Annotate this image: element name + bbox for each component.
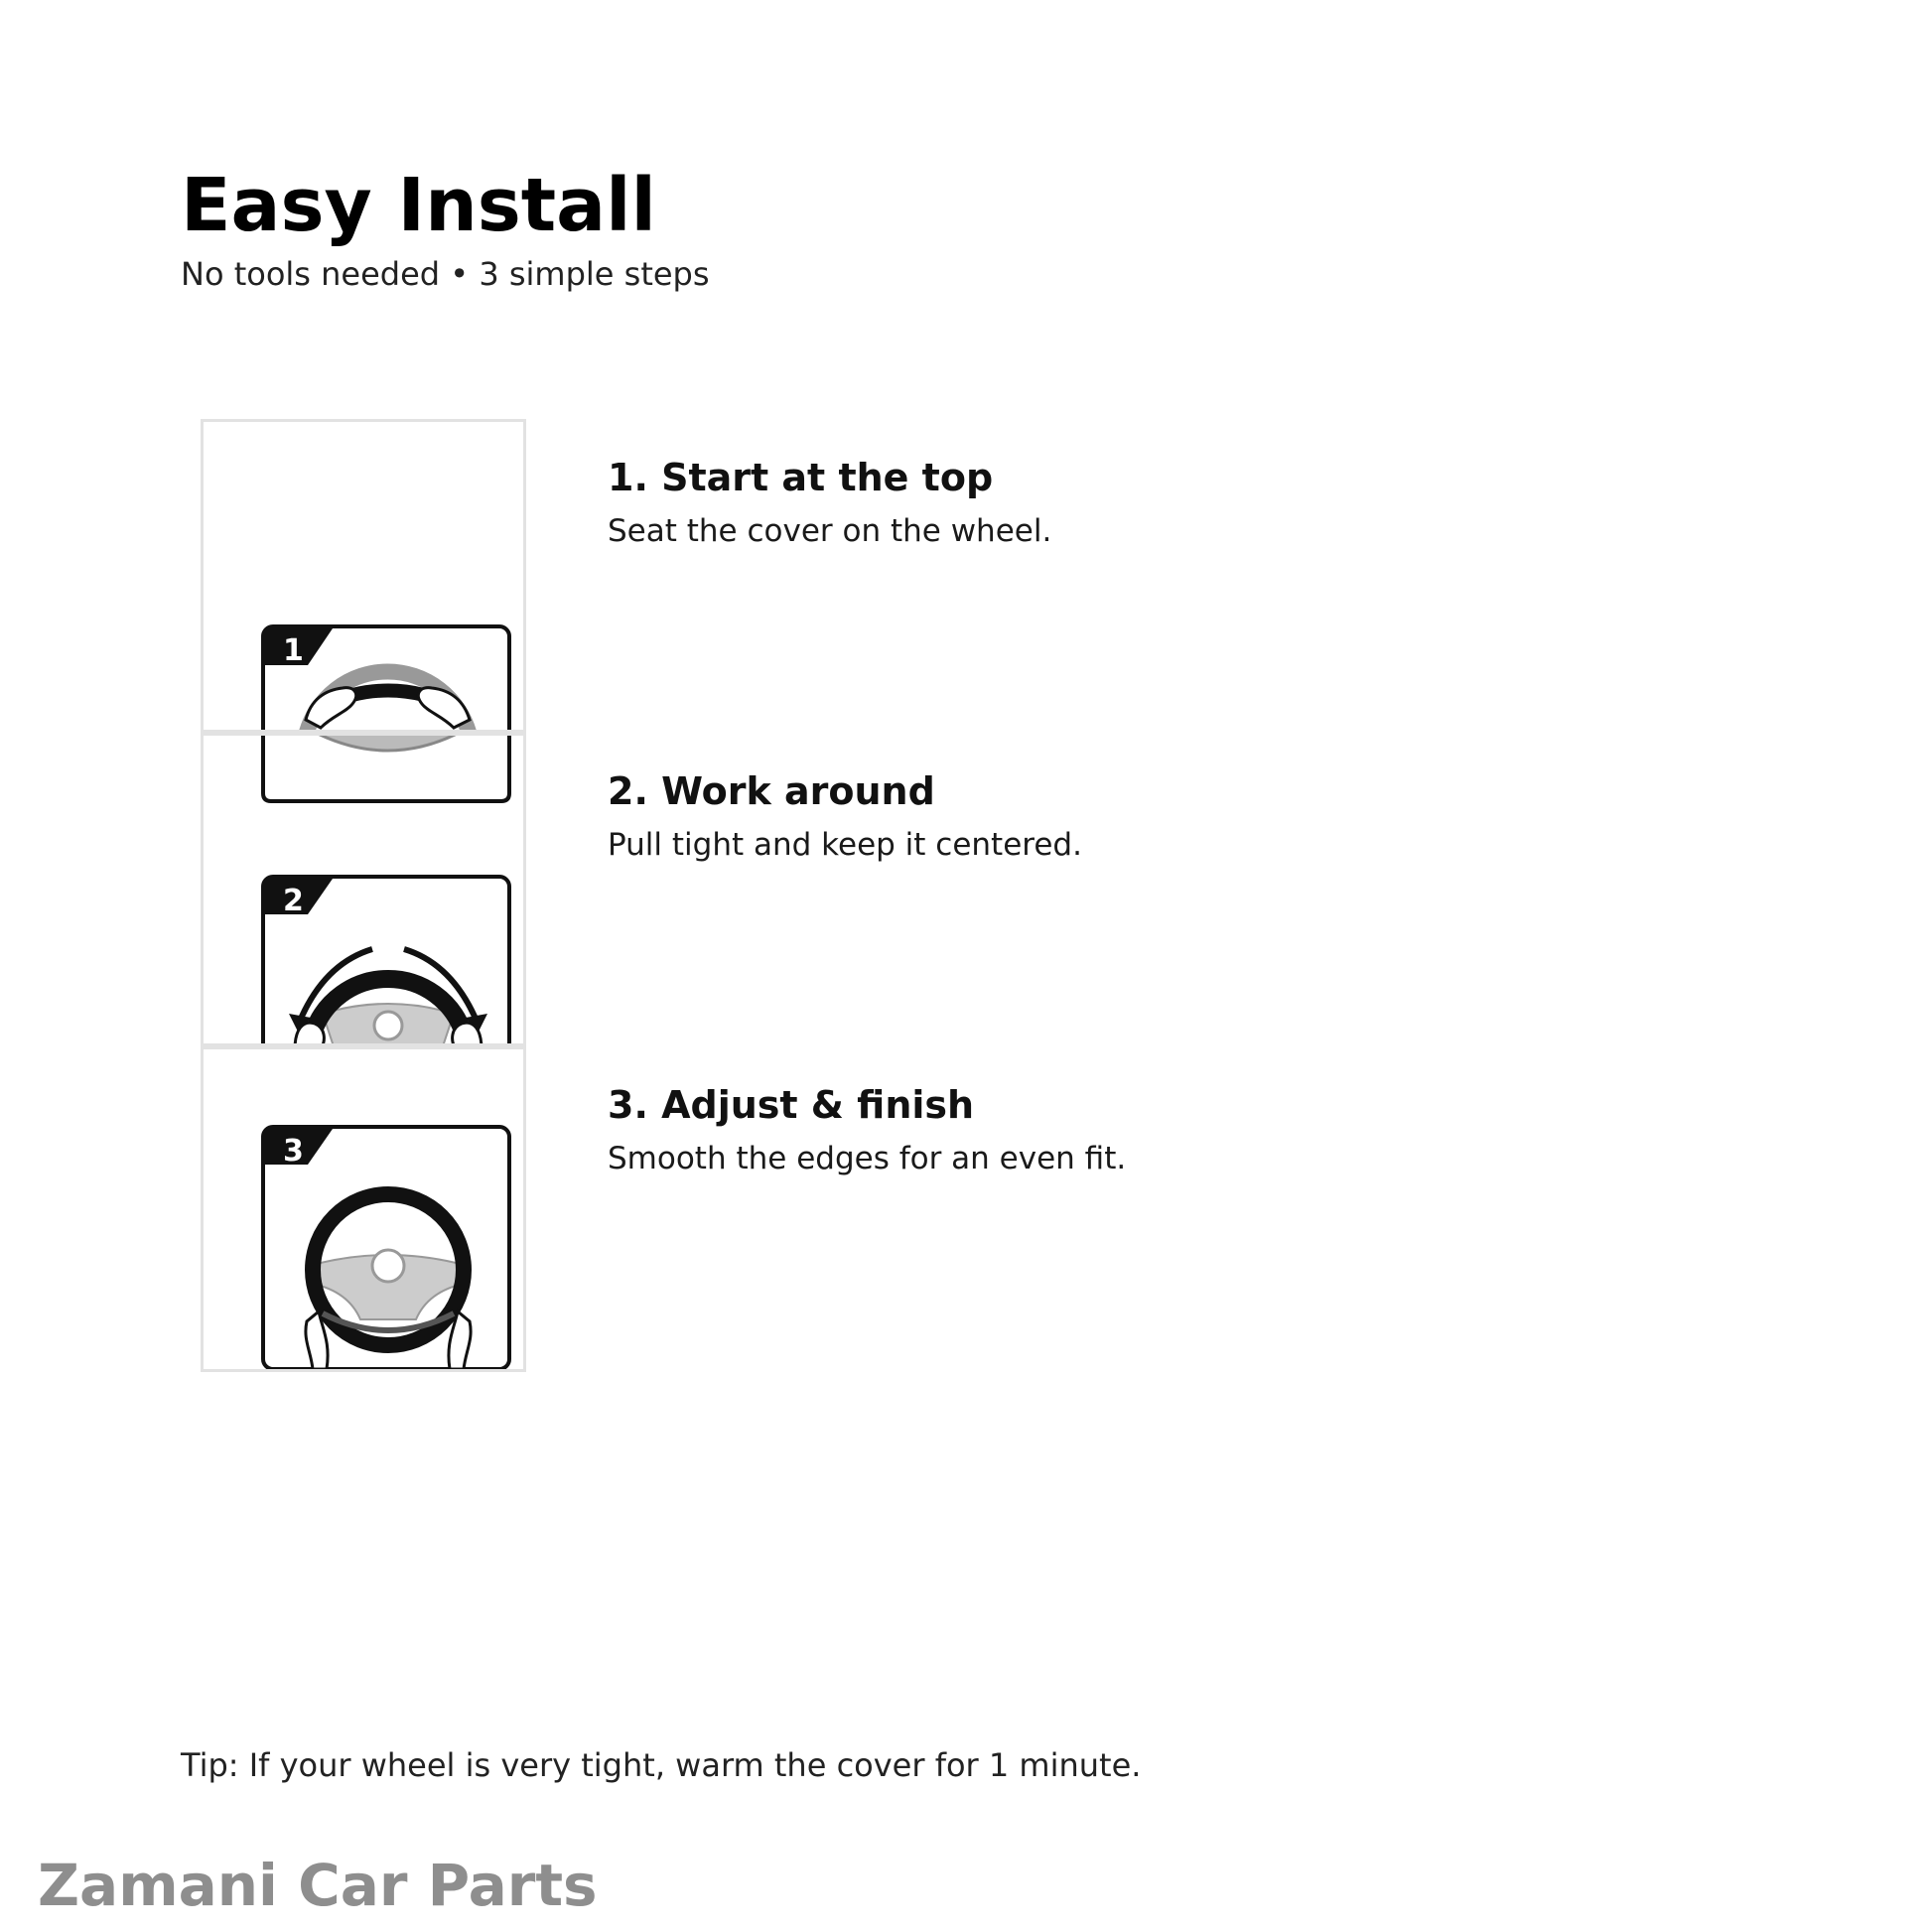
step-2-illustration-panel xyxy=(201,733,526,1046)
page-subtitle: No tools needed • 3 simple steps xyxy=(181,255,710,293)
step-2-description: Pull tight and keep it centered. xyxy=(608,827,1082,863)
covered-steering-wheel-icon xyxy=(204,1049,526,1372)
install-tip: Tip: If your wheel is very tight, warm the cover for 1 minute. xyxy=(181,1746,1142,1784)
step-2-title: 2. Work around xyxy=(608,769,935,813)
step-1-badge-number: 1 xyxy=(283,633,304,668)
brand-logo-text: Zamani Car Parts xyxy=(38,1852,598,1919)
step-3-description: Smooth the edges for an even fit. xyxy=(608,1141,1127,1176)
page-title: Easy Install xyxy=(181,163,656,248)
step-1-description: Seat the cover on the wheel. xyxy=(608,513,1052,549)
step-3-illustration-panel xyxy=(201,1046,526,1372)
step-3-badge-number: 3 xyxy=(283,1134,304,1169)
step-item-2 xyxy=(201,733,1690,1046)
step-1-title: 1. Start at the top xyxy=(608,456,994,499)
step-item-1 xyxy=(201,419,1690,733)
step-item-3 xyxy=(201,1046,1690,1372)
step-3-title: 3. Adjust & finish xyxy=(608,1083,975,1127)
steps-list xyxy=(201,419,1690,1372)
hands-pulling-steering-wheel-icon xyxy=(204,736,526,1046)
step-1-illustration-panel xyxy=(201,419,526,733)
hands-top-steering-wheel-icon xyxy=(204,422,526,733)
step-2-badge-number: 2 xyxy=(283,884,304,918)
